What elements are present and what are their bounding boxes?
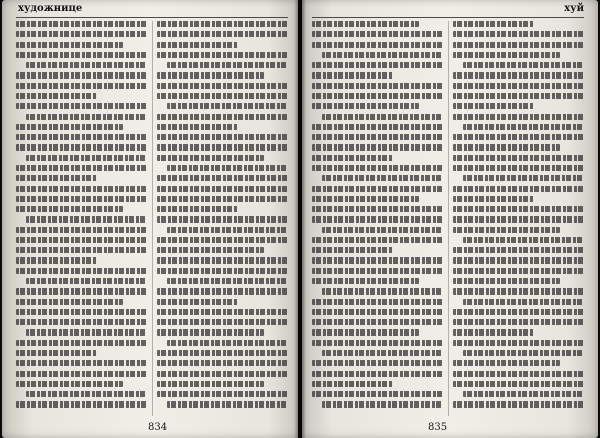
text-line xyxy=(157,186,288,192)
text-line xyxy=(463,237,584,243)
text-line xyxy=(322,52,443,58)
text-line xyxy=(312,72,393,78)
text-line xyxy=(453,247,584,253)
text-line xyxy=(453,257,584,263)
text-line xyxy=(157,134,288,140)
text-line xyxy=(167,103,288,109)
text-line xyxy=(453,278,560,284)
text-line xyxy=(16,52,147,58)
text-line xyxy=(16,257,97,263)
text-line xyxy=(26,62,147,68)
text-line xyxy=(312,196,419,202)
text-line xyxy=(16,31,147,37)
text-line xyxy=(157,247,264,253)
text-line xyxy=(312,371,443,377)
text-line xyxy=(453,196,534,202)
text-line xyxy=(26,216,147,222)
text-line xyxy=(157,31,288,37)
text-line xyxy=(16,371,147,377)
text-line xyxy=(16,237,147,243)
text-line xyxy=(16,21,147,27)
text-line xyxy=(312,278,419,284)
text-line xyxy=(463,124,584,130)
text-line xyxy=(16,340,147,346)
text-line xyxy=(157,124,238,130)
text-line xyxy=(463,62,584,68)
text-line xyxy=(26,155,147,161)
text-line xyxy=(453,371,584,377)
text-line xyxy=(312,381,393,387)
text-line xyxy=(157,381,264,387)
text-line xyxy=(312,144,443,150)
text-line xyxy=(167,278,288,284)
text-line xyxy=(312,309,443,315)
text-line xyxy=(16,134,147,140)
text-line xyxy=(157,21,288,27)
text-line xyxy=(16,227,147,233)
text-line xyxy=(312,360,443,366)
text-line xyxy=(16,103,147,109)
text-line xyxy=(16,165,147,171)
text-line xyxy=(16,247,147,253)
text-line xyxy=(453,319,584,325)
text-line xyxy=(157,72,264,78)
text-line xyxy=(312,206,443,212)
text-line xyxy=(16,401,147,407)
text-line xyxy=(312,329,419,335)
text-line xyxy=(453,52,560,58)
text-line xyxy=(312,31,443,37)
text-line xyxy=(312,299,443,305)
text-line xyxy=(312,155,393,161)
text-line xyxy=(312,21,419,27)
text-line xyxy=(157,309,288,315)
text-line xyxy=(312,165,443,171)
left-columns xyxy=(16,21,288,416)
right-column-2 xyxy=(453,21,584,416)
text-line xyxy=(16,299,123,305)
right-columns xyxy=(312,21,584,416)
text-line xyxy=(157,196,288,202)
text-line xyxy=(157,93,288,99)
text-line xyxy=(157,42,238,48)
text-line xyxy=(463,391,584,397)
text-line xyxy=(16,124,123,130)
text-line xyxy=(312,391,443,397)
text-line xyxy=(312,42,443,48)
text-line xyxy=(453,155,584,161)
text-line xyxy=(453,329,534,335)
right-page xyxy=(302,0,598,438)
text-line xyxy=(16,350,97,356)
text-line xyxy=(453,268,584,274)
text-line xyxy=(453,381,584,387)
text-line xyxy=(453,144,560,150)
text-line xyxy=(157,371,288,377)
text-line xyxy=(16,309,147,315)
text-line xyxy=(167,340,288,346)
text-line xyxy=(16,93,97,99)
text-line xyxy=(26,114,147,120)
text-line xyxy=(16,186,147,192)
text-line xyxy=(312,237,443,243)
text-line xyxy=(16,196,147,202)
text-line xyxy=(167,227,288,233)
text-line xyxy=(312,93,443,99)
text-line xyxy=(26,391,147,397)
text-line xyxy=(16,83,147,89)
left-running-head: художнице xyxy=(18,3,83,14)
text-line xyxy=(322,350,443,356)
book-gutter xyxy=(294,0,306,438)
text-line xyxy=(157,257,288,263)
text-line xyxy=(322,227,443,233)
text-line xyxy=(463,175,584,181)
text-line xyxy=(453,227,560,233)
text-line xyxy=(312,83,443,89)
text-line xyxy=(157,52,288,58)
text-line xyxy=(312,319,443,325)
left-page xyxy=(2,0,298,438)
text-line xyxy=(312,134,443,140)
text-line xyxy=(16,175,97,181)
text-line xyxy=(453,31,584,37)
text-line xyxy=(453,42,584,48)
text-line xyxy=(157,329,264,335)
text-line xyxy=(453,206,584,212)
text-line xyxy=(157,144,288,150)
left-page-number: 834 xyxy=(148,422,168,433)
text-line xyxy=(312,247,393,253)
text-line xyxy=(16,381,123,387)
text-line xyxy=(167,401,288,407)
text-line xyxy=(463,299,584,305)
text-line xyxy=(16,144,147,150)
text-line xyxy=(453,21,534,27)
text-line xyxy=(453,103,534,109)
text-line xyxy=(453,288,584,294)
text-line xyxy=(157,350,288,356)
text-line xyxy=(453,360,560,366)
text-line xyxy=(453,165,584,171)
text-line xyxy=(312,124,443,130)
text-line xyxy=(16,206,123,212)
right-column-1 xyxy=(312,21,443,416)
text-line xyxy=(453,309,584,315)
text-line xyxy=(312,186,443,192)
text-line xyxy=(16,288,147,294)
text-line xyxy=(157,114,288,120)
text-line xyxy=(157,216,288,222)
text-line xyxy=(463,350,584,356)
text-line xyxy=(312,257,443,263)
text-line xyxy=(157,391,288,397)
text-line xyxy=(453,134,584,140)
left-head-rule xyxy=(16,17,288,18)
text-line xyxy=(322,175,443,181)
text-line xyxy=(167,165,288,171)
left-column-1 xyxy=(16,21,147,416)
text-line xyxy=(16,268,147,274)
right-running-head: хуй xyxy=(564,3,584,14)
text-line xyxy=(26,278,147,284)
text-line xyxy=(157,268,288,274)
text-line xyxy=(157,175,288,181)
text-line xyxy=(453,114,584,120)
text-line xyxy=(16,319,147,325)
text-line xyxy=(16,360,147,366)
text-line xyxy=(312,340,443,346)
text-line xyxy=(157,288,288,294)
text-line xyxy=(16,72,147,78)
text-line xyxy=(157,237,288,243)
text-line xyxy=(322,288,443,294)
text-line xyxy=(312,216,443,222)
text-line xyxy=(453,93,584,99)
left-column-2 xyxy=(157,21,288,416)
text-line xyxy=(157,83,288,89)
text-line xyxy=(453,216,584,222)
text-line xyxy=(312,62,443,68)
text-line xyxy=(322,114,443,120)
text-line xyxy=(453,83,584,89)
text-line xyxy=(322,401,443,407)
text-line xyxy=(453,401,584,407)
text-line xyxy=(312,268,443,274)
text-line xyxy=(157,206,238,212)
text-line xyxy=(453,340,584,346)
right-page-number: 835 xyxy=(428,422,448,433)
text-line xyxy=(157,155,264,161)
text-line xyxy=(26,329,147,335)
text-line xyxy=(157,299,238,305)
right-head-rule xyxy=(312,17,584,18)
text-line xyxy=(312,103,419,109)
text-line xyxy=(16,42,123,48)
text-line xyxy=(157,319,288,325)
text-line xyxy=(453,72,584,78)
text-line xyxy=(157,360,288,366)
text-line xyxy=(167,62,288,68)
text-line xyxy=(453,186,584,192)
